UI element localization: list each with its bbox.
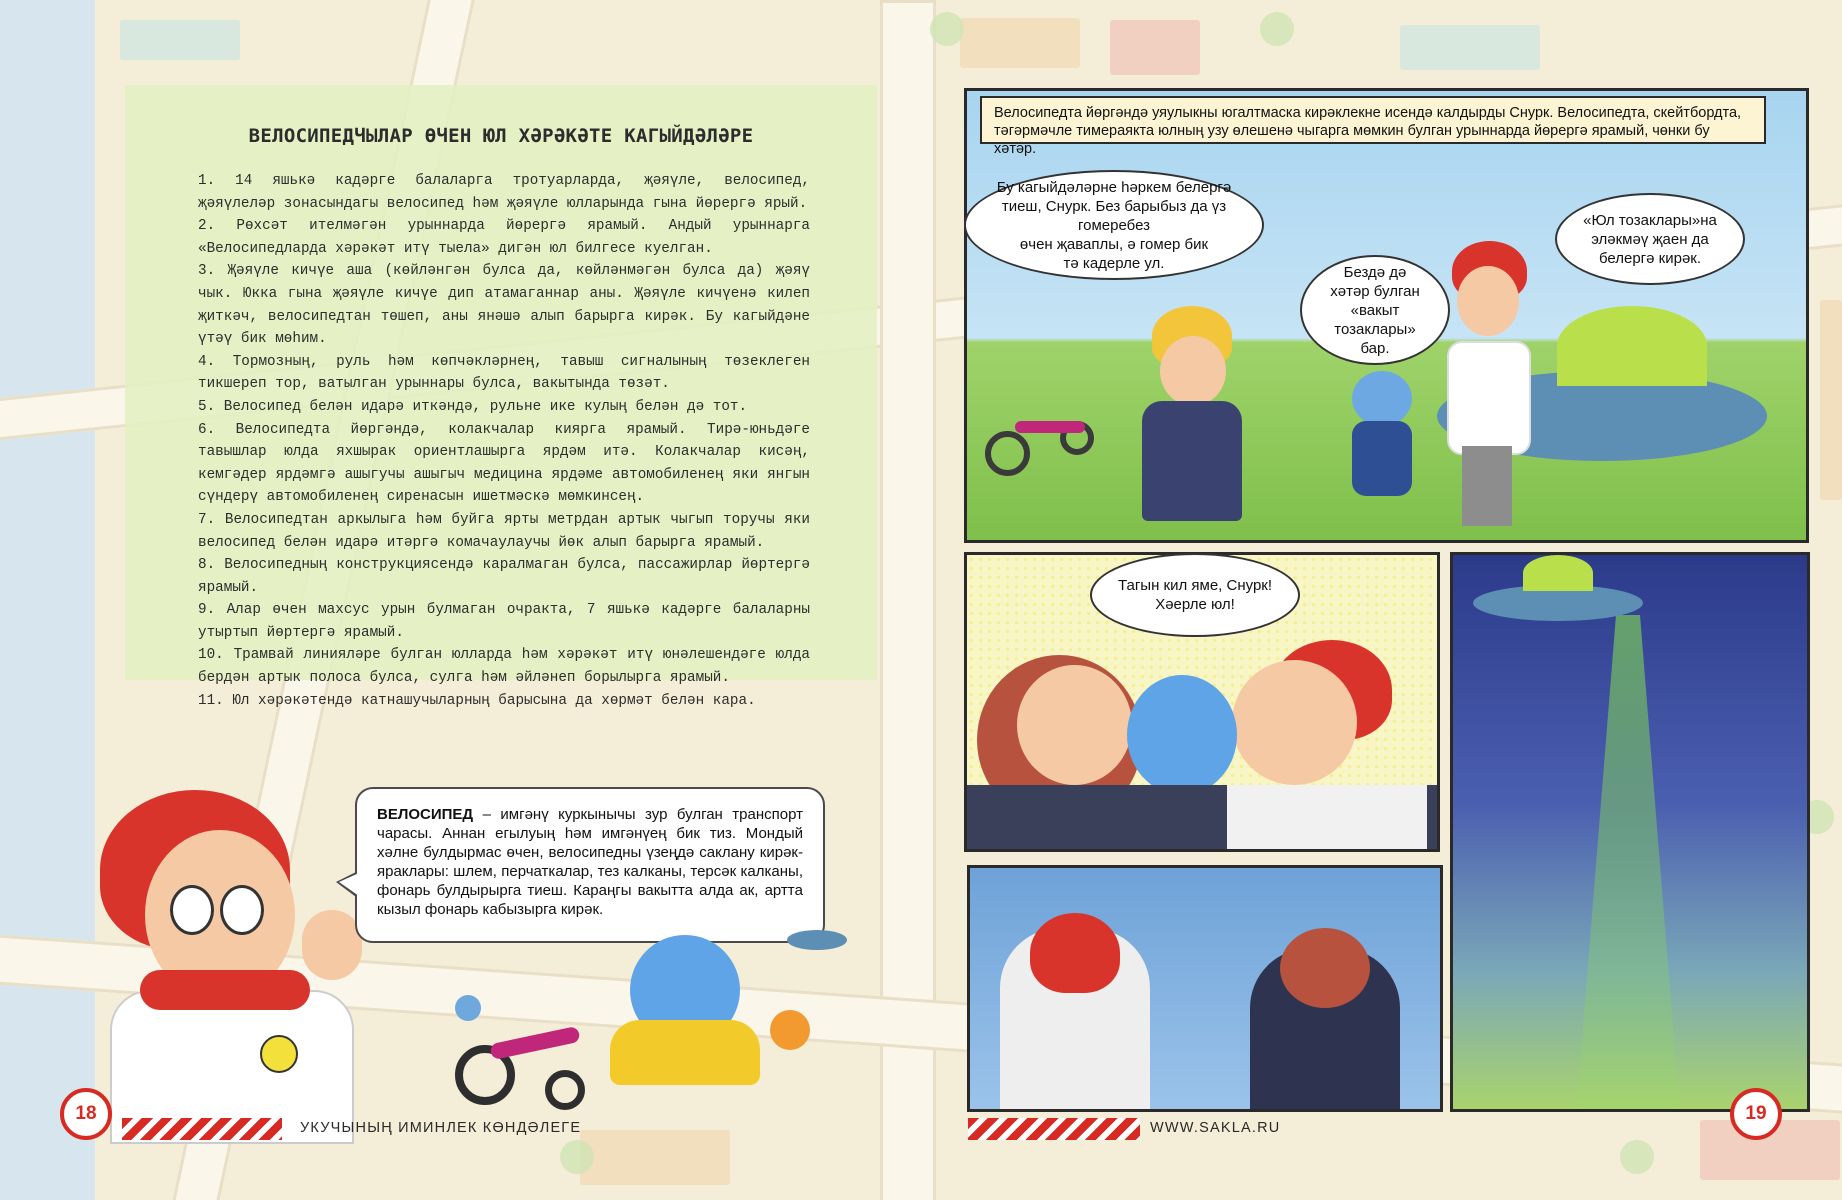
comic-panel-3 — [1450, 552, 1810, 1112]
bicycle-info-bubble — [355, 787, 825, 943]
smiley-icon — [260, 1035, 298, 1073]
river — [0, 0, 95, 1200]
rule-item: 1. 14 яшькә кадәрге балаларга тротуарларда, җәяүле, велосипед, җәяүлеләр зонасындагы велосипед һәм җәяүле юлларында гына йөрергә ярый. — [198, 173, 810, 212]
tree — [1620, 1140, 1654, 1174]
rules-panel — [125, 85, 877, 709]
building — [120, 20, 240, 60]
building — [1110, 20, 1200, 75]
alien-head — [1127, 675, 1237, 795]
globe-icon — [455, 995, 481, 1021]
rule-item: 8. Велосипедның конструкциясендә каралмаган булса, пассажирлар йөртергә ярамый. — [198, 557, 810, 596]
rule-item: 11. Юл хәрәкәтендә катнашучыларның барысына да хөрмәт белән кара. — [198, 692, 756, 709]
footer-stripes — [968, 1118, 1140, 1140]
eye-icon — [220, 885, 264, 935]
boy-jacket — [1447, 341, 1531, 455]
farewell-speech-bubble: Тагын кил яме, Снурк! Хәерле юл! — [1090, 553, 1300, 637]
tree — [560, 1140, 594, 1174]
ufo-dome — [1557, 306, 1707, 386]
tree — [1260, 12, 1294, 46]
rule-item: 10. Трамвай линияләре булган юлларда һәм хәрәкәт итү юнәлешендәге юлда бердән артык полоса булса, сулга һәм әйләнеп борылырга ярамый. — [198, 647, 810, 687]
girl-face — [1160, 336, 1226, 406]
boy-hand — [302, 910, 362, 980]
planet-icon — [770, 1010, 810, 1050]
girl-body — [1142, 401, 1242, 521]
girl-face — [1017, 665, 1132, 785]
frame — [1015, 421, 1085, 433]
wheel — [985, 431, 1030, 476]
page-number-right: 19 — [1730, 1088, 1782, 1140]
building — [1400, 25, 1540, 70]
comic-caption: Велосипедта йөргәндә уяулыкны югалтмаска кирәклекне исендә калдырды Снурк. Велосипедта, скейтбордта, тәгәрмәчле тимераякта юлның узу өлешенә чыгарга мөмкин булган урыннарда йөрергә ярамый, чөнки бу хәтәр. — [980, 96, 1766, 144]
bubble-lead: ВЕЛОСИПЕД — [377, 806, 474, 823]
boy-face — [1457, 266, 1519, 336]
rule-item: 3. Җәяүле кичүе аша (көйләнгән булса да, көйләнмәгән булса да) җәяү чык. Юкка гына җәяүле кичүе дип атамаганнар аны. Җәяүле кичүенә килеп җиткәч, велосипедтан төшеп, аны янәшә алып барырга кирәк. Бу кагыйдәне үтәү бик мөһим. — [198, 263, 810, 348]
girl-character-illustration — [1142, 306, 1252, 521]
boy-face — [1232, 660, 1357, 785]
bubble-tail-inner — [339, 873, 359, 896]
tricycle-illustration — [985, 371, 1095, 481]
rule-item: 2. Рөхсәт ителмәгән урыннарда йөрергә ярамый. Андый урыннарга «Велосипедларда хәрәкәт итү тыела» дигән юл билгесе куелган. — [198, 218, 810, 257]
tree — [930, 12, 964, 46]
alien-character-illustration — [610, 925, 760, 1085]
red-scarf — [140, 970, 310, 1010]
boy-jacket — [1227, 785, 1427, 852]
page-number-left: 18 — [60, 1088, 112, 1140]
eye-icon — [170, 885, 214, 935]
boy-head — [1232, 640, 1397, 780]
boy-speech-bubble: «Юл тозаклары»на эләкмәү җаен да белергә кирәк. — [1555, 193, 1745, 285]
footer-title-left: УКУЧЫНЫҢ ИМИНЛЕК КӨНДӘЛЕГЕ — [300, 1120, 582, 1136]
bubble-text: – имгәнү куркынычы зур булган транспорт чарасы. Аннан егылуың һәм имгәнүең бик тиз. Мондый хәлне булдырмас өчен, велосипедны үзеңдә саклану кирәк-яраклары: шлем, перчаткалар, тез калканы, терсәк калканы, фонарь булдырырга тиеш. Караңгы вакытта алда ак, арттa кызыл фонарь кабызырга кирәк. — [377, 806, 803, 918]
ufo-beam — [1568, 615, 1688, 1112]
alien-character-illustration — [1347, 371, 1417, 501]
ufo-icon — [787, 930, 847, 950]
alien-body — [1352, 421, 1412, 496]
alien-head — [1352, 371, 1412, 426]
red-helmet — [1030, 913, 1120, 993]
rule-item: 7. Велосипедтан аркылыга һәм буйга ярты метрдан артык чыгып торучы яки велосипед белән идарә итәргә комачаулаучы йөк алып барырга ярамый. — [198, 511, 810, 551]
footer-website[interactable]: WWW.SAKLA.RU — [1150, 1120, 1281, 1136]
ufo-dome — [1523, 555, 1593, 591]
comic-panel-4 — [967, 865, 1443, 1112]
girl-hair — [1280, 928, 1370, 1008]
alien-raincoat — [610, 1020, 760, 1085]
rules-title: ВЕЛОСИПЕДЧЫЛАР ӨЧЕН ЮЛ ХӘРӘКӘТЕ КАГЫЙДӘЛӘРЕ — [248, 125, 754, 147]
rules-list — [198, 170, 810, 712]
building — [580, 1130, 730, 1185]
wheel — [545, 1070, 585, 1110]
building — [1820, 300, 1842, 500]
girl-speech-bubble: Бу кагыйдәләрне һәркем белергә тиеш, Снурк. Без барыбыз да үз гомеребез өчен җаваплы, ә гомер бик тә кадерле ул. — [964, 170, 1264, 280]
boy-pants — [1462, 446, 1512, 526]
rule-item: 9. Алар өчен махсус урын булмаган очракта, 7 яшькә кадәрге балаларны утыртып йөртергә ярамый. — [198, 602, 810, 641]
frame — [489, 1026, 580, 1060]
rule-item: 4. Тормозның, руль һәм көпчәкләрнең, тавыш сигналының төзеклеген тикшереп тор, ватылган урыннары булса, вакытында төзәт. — [198, 353, 810, 393]
building — [960, 18, 1080, 68]
rule-item: 6. Велосипедта йөргәндә, колакчалар киярга ярамый. Тирә-юньдәге тавышлар юлда яхшырак ориентлашырга ярдәм итә. Колакчалар кисәң, кемгәдер ярдәмгә ашыгучы ашыгыч медицина ярдәме автомобиленең яки янгын сүндерү автомобиленең сиренасын ишетмәскә мөмкинсең. — [198, 421, 810, 506]
rule-item: 5. Велосипед белән идарә иткәндә, рульне ике кулың белән дә тот. — [198, 398, 748, 415]
footer-stripes — [122, 1118, 282, 1140]
alien-speech-bubble: Бездә дә хәтәр булган «вакыт тозаклары» бар. — [1300, 255, 1450, 365]
boy-character-illustration — [1437, 241, 1547, 531]
